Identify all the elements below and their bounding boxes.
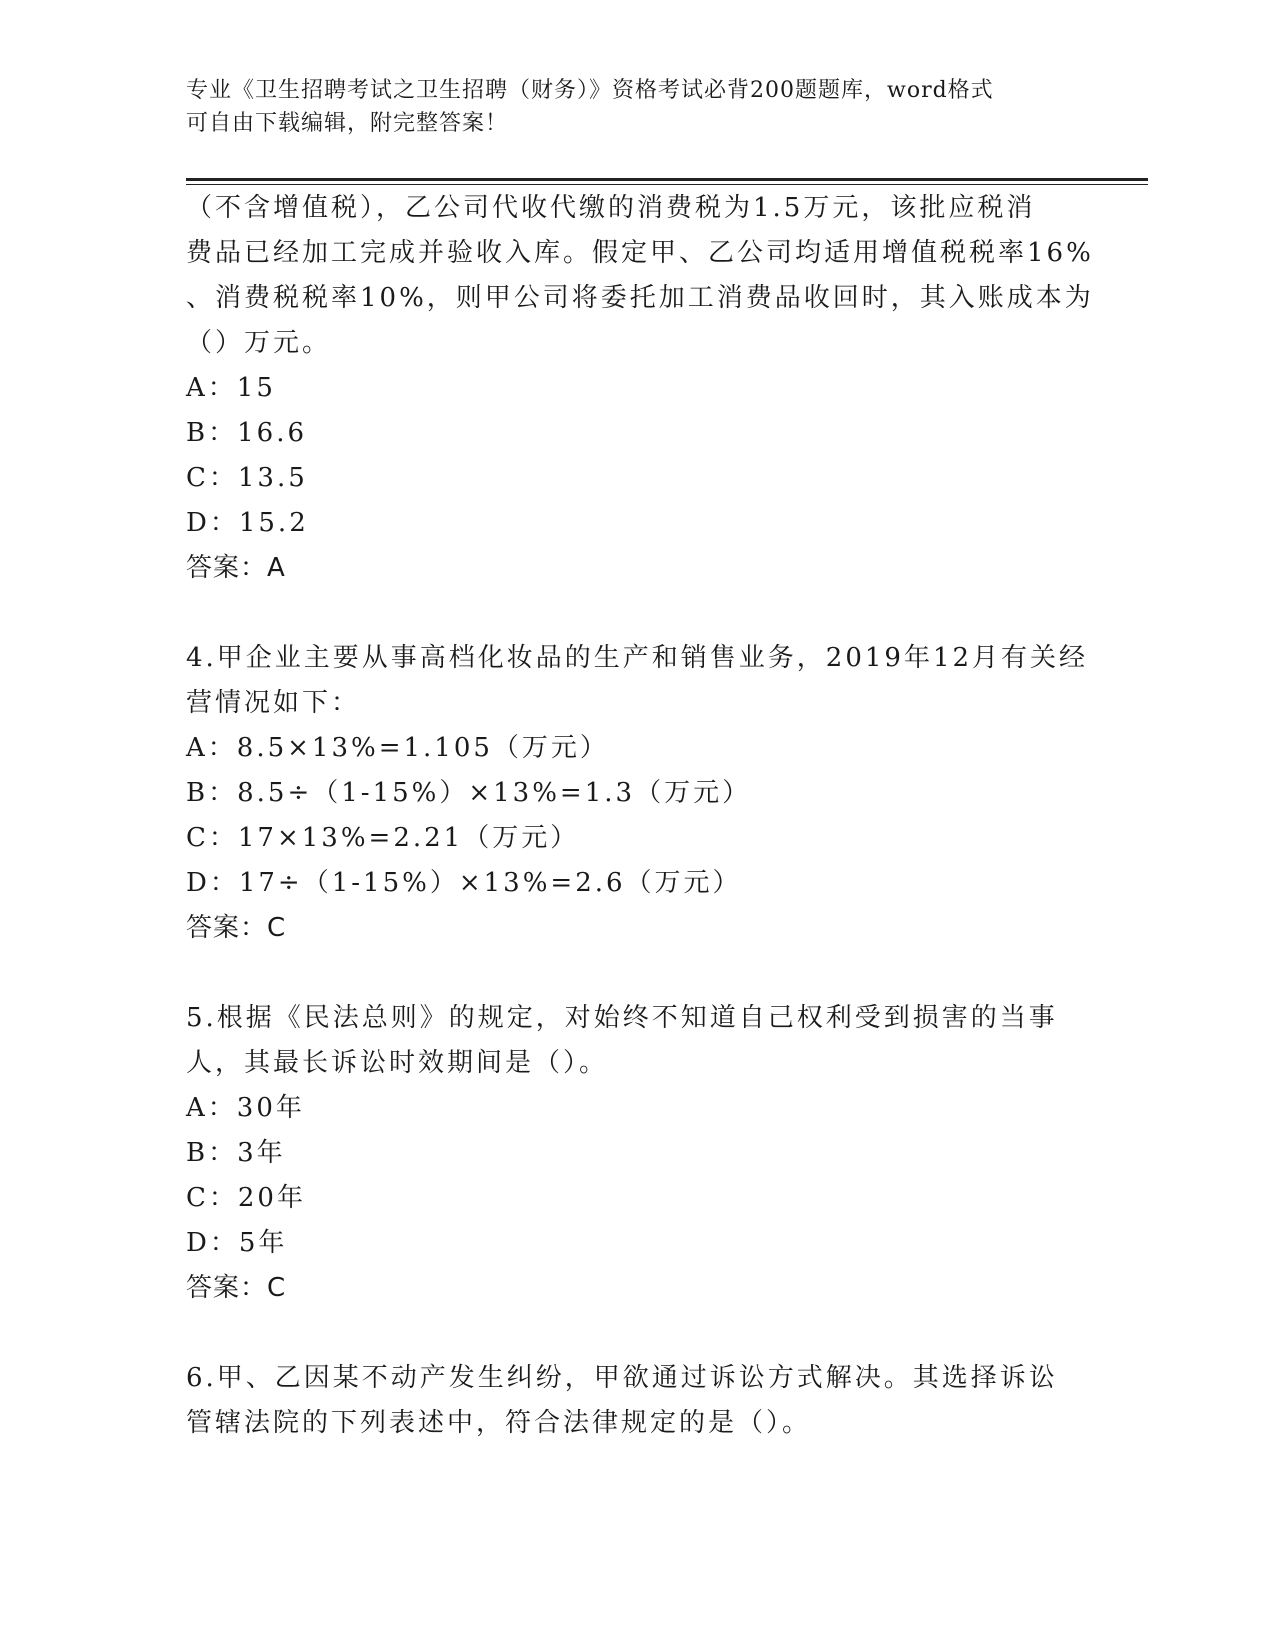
question-text-line: （不含增值税），乙公司代收代缴的消费税为1.5万元，该批应税消	[186, 193, 1036, 223]
header-line-2: 可自由下载编辑，附完整答案！	[186, 111, 509, 136]
question-text-line: 6.甲、乙因某不动产发生纠纷，甲欲通过诉讼方式解决。其选择诉讼	[186, 1363, 1058, 1393]
question-5	[186, 996, 1066, 1311]
option-b: B：16.6	[186, 418, 307, 448]
spacer	[186, 591, 1066, 636]
header-rule-thick	[186, 178, 1148, 181]
option-a: A：15	[186, 373, 276, 403]
spacer	[186, 951, 1066, 996]
option-c: C：20年	[186, 1183, 306, 1213]
answer: 答案：A	[186, 553, 286, 583]
answer: 答案：C	[186, 1273, 287, 1303]
document-header	[186, 74, 1066, 140]
option-b: B：3年	[186, 1138, 286, 1168]
question-text-line: 管辖法院的下列表述中，符合法律规定的是（）。	[186, 1408, 812, 1438]
option-c: C：17×13%=2.21（万元）	[186, 823, 580, 853]
question-6	[186, 1356, 1066, 1446]
option-c: C：13.5	[186, 463, 308, 493]
document-body	[186, 186, 1094, 1446]
spacer	[186, 1311, 1066, 1356]
option-a: A：30年	[186, 1093, 305, 1123]
option-d: D：5年	[186, 1228, 288, 1258]
option-d: D：17÷（1-15%）×13%=2.6（万元）	[186, 868, 742, 898]
option-a: A：8.5×13%=1.105（万元）	[186, 733, 609, 763]
answer: 答案：C	[186, 913, 287, 943]
question-text-line: 费品已经加工完成并验收入库。假定甲、乙公司均适用增值税税率16%	[186, 238, 1094, 268]
question-text-line: 人，其最长诉讼时效期间是（）。	[186, 1048, 609, 1078]
question-3	[186, 186, 1094, 591]
question-text-line: 营情况如下：	[186, 688, 361, 718]
option-b: B：8.5÷（1-15%）×13%=1.3（万元）	[186, 778, 752, 808]
header-rule-thin	[186, 184, 1148, 185]
question-text-line: （）万元。	[186, 328, 332, 358]
question-text-line: 4.甲企业主要从事高档化妆品的生产和销售业务，2019年12月有关经	[186, 643, 1089, 673]
question-text-line: 、消费税税率10%，则甲公司将委托加工消费品收回时，其入账成本为	[186, 283, 1094, 313]
question-text-line: 5.根据《民法总则》的规定，对始终不知道自己权利受到损害的当事	[186, 1003, 1058, 1033]
option-d: D：15.2	[186, 508, 309, 538]
question-4	[186, 636, 1089, 951]
header-line-1: 专业《卫生招聘考试之卫生招聘（财务）》资格考试必背200题题库，word格式	[186, 78, 994, 103]
